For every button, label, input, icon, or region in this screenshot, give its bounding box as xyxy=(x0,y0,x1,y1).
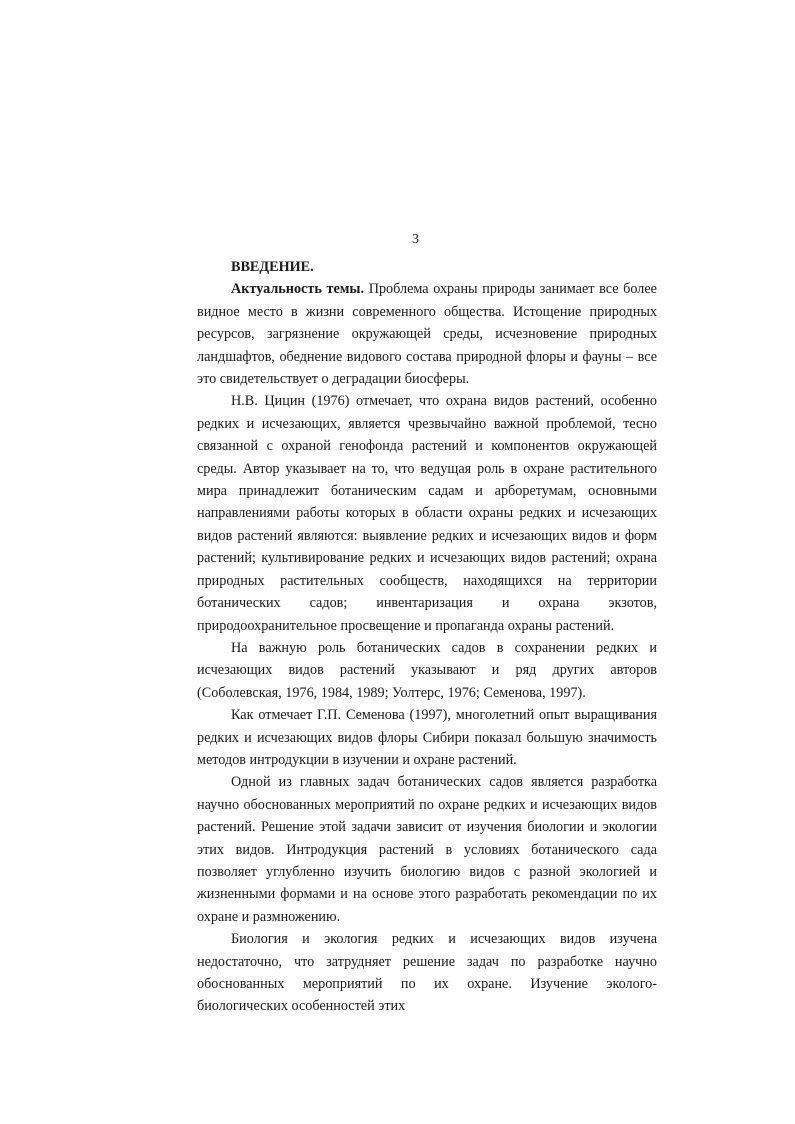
section-heading: ВВЕДЕНИЕ. xyxy=(231,259,314,275)
paragraph: Н.В. Цицин (1976) отмечает, что охрана видов растений, особенно редких и исчезающих, является чрезвычайно важной проблемой, тесно связанной с охраной генофонда растений и компонентов окружающей среды. Автор указывает на то, что ведущая роль в охране растительного мира принадлежит ботаническим садам и арборетумам, основными направлениями работы которых в области охраны редких и исчезающих видов растений являются: выявление редких и исчезающих видов и форм растений; культивирование редких и исчезающих видов растений; охрана природных растительных сообществ, находящихся на территории ботанических садов; инвентаризация и охрана экзотов, природоохранительное просвещение и пропаганда охраны растений. xyxy=(197,393,657,634)
paragraph: Одной из главных задач ботанических садов является разработка научно обоснованных мероприятий по охране редких и исчезающих видов растений. Решение этой задачи зависит от изучения биологии и экологии этих видов. Интродукция растений в условиях ботанического сада позволяет углубленно изучить биологию видов с разной экологией и жизненными формами и на основе этого разработать рекомендации по их охране и размножению. xyxy=(197,774,657,925)
page-number: 3 xyxy=(412,232,419,247)
paragraph: Биология и экология редких и исчезающих видов изучена недостаточно, что затрудняет решение задач по разработке научно обоснованных мероприятий по их охране. Изучение эколого-биологических особенностей этих xyxy=(197,931,657,1015)
paragraph: На важную роль ботанических садов в сохранении редких и исчезающих видов растений указывают и ряд других авторов (Соболевская, 1976, 1984, 1989; Уолтерс, 1976; Семенова, 1997). xyxy=(197,639,657,701)
intro-lead: Актуальность темы. xyxy=(231,281,365,298)
intro-paragraph xyxy=(197,278,657,390)
paragraph: Как отмечает Г.П. Семенова (1997), многолетний опыт выращивания редких и исчезающих видов флоры Сибири показал большую значимость методов интродукции в изучении и охране растений. xyxy=(197,707,657,768)
document-body xyxy=(197,256,657,1018)
intro-text: Проблема охраны природы занимает все более видное место в жизни современного общества. Истощение природных ресурсов, загрязнение окружающей среды, исчезновение природных ландшафтов, обеднение видового состава природной флоры и фауны – все это свидетельствует о деградации биосферы. xyxy=(197,281,657,388)
